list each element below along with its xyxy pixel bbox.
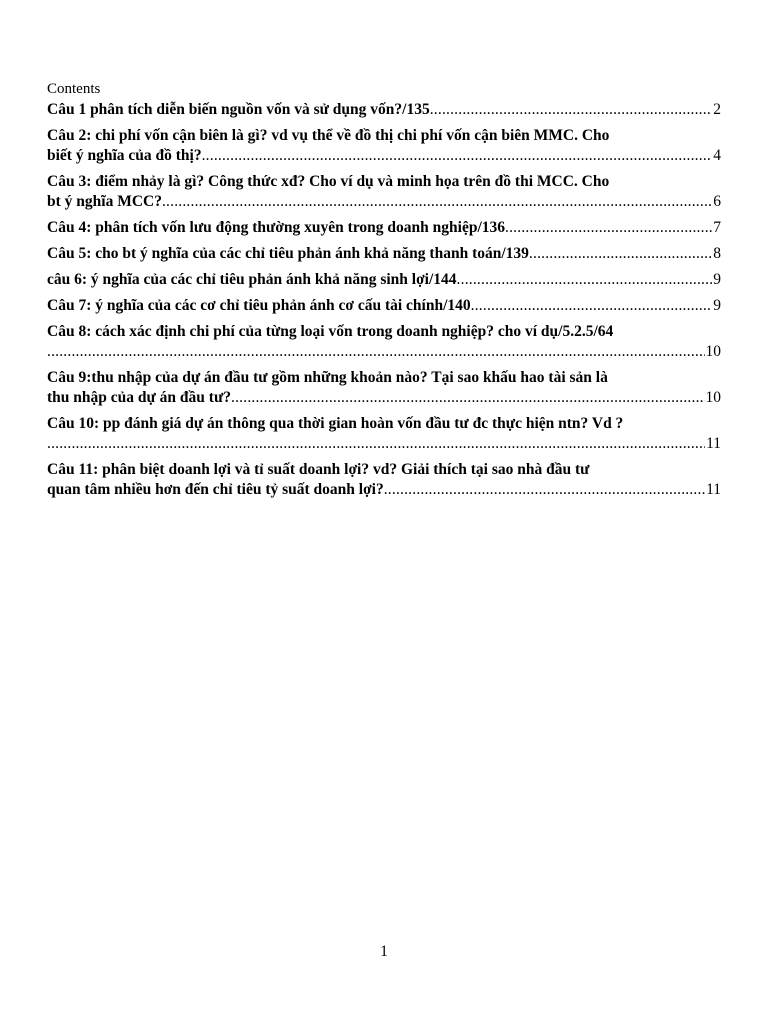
table-of-contents <box>47 80 721 506</box>
dot-leader <box>162 192 712 212</box>
toc-entry-leader-line <box>47 296 721 316</box>
toc-entry-page-number: 8 <box>713 245 721 262</box>
toc-entry[interactable] <box>47 218 721 238</box>
dot-leader <box>505 218 712 238</box>
dot-leader <box>202 146 713 166</box>
toc-entry-page-number: 6 <box>713 193 721 210</box>
toc-entry[interactable] <box>47 368 721 408</box>
dot-leader <box>47 342 705 362</box>
toc-entry-leader-line <box>47 434 721 454</box>
toc-entry[interactable] <box>47 460 721 500</box>
toc-entry-title-line: Câu 3: điểm nhảy là gì? Công thức xđ? Cho ví dụ và minh họa trên đồ thi MCC. Cho <box>47 173 610 190</box>
toc-entry[interactable] <box>47 270 721 290</box>
toc-heading: Contents <box>47 81 101 97</box>
toc-entry-page-number: 4 <box>713 147 721 164</box>
toc-entry-title: Câu 5: cho bt ý nghĩa của các chỉ tiêu phản ánh khả năng thanh toán/139 <box>47 245 529 262</box>
page-number: 1 <box>380 943 388 960</box>
toc-entry-title-line: Câu 8: cách xác định chi phí của từng loại vốn trong doanh nghiệp? cho ví dụ/5.2.5/64 <box>47 323 614 340</box>
toc-entry-page-number: 7 <box>713 219 721 236</box>
toc-entry-leader-line <box>47 244 721 264</box>
toc-entry-leader-line <box>47 218 721 238</box>
toc-entry-page-number: 11 <box>706 435 721 452</box>
toc-entry-leader-line <box>47 342 721 362</box>
toc-entry-title: câu 6: ý nghĩa của các chỉ tiêu phản ánh khả năng sinh lợi/144 <box>47 271 457 288</box>
toc-entry-page-number: 2 <box>713 101 721 118</box>
toc-entry-title: bt ý nghĩa MCC? <box>47 193 162 210</box>
toc-entry-leader-line <box>47 270 721 290</box>
toc-entry-title: Câu 4: phân tích vốn lưu động thường xuyên trong doanh nghiệp/136 <box>47 219 506 236</box>
toc-entry-list <box>47 100 721 500</box>
toc-entry-leader-line <box>47 192 721 212</box>
toc-entry-page-number: 9 <box>713 271 721 288</box>
toc-entry-title-line: Câu 10: pp đánh giá dự án thông qua thời gian hoàn vốn đầu tư đc thực hiện ntn? Vd ? <box>47 415 624 432</box>
toc-entry[interactable] <box>47 126 721 166</box>
toc-entry[interactable] <box>47 414 721 454</box>
toc-entry[interactable] <box>47 322 721 362</box>
toc-entry-title: Câu 1 phân tích diễn biến nguồn vốn và sử dụng vốn?/135 <box>47 101 430 118</box>
toc-entry-title-line: Câu 11: phân biệt doanh lợi và tỉ suất doanh lợi? vd? Giải thích tại sao nhà đầu tư <box>47 461 590 478</box>
dot-leader <box>430 100 713 120</box>
toc-entry-title: Câu 7: ý nghĩa của các cơ chỉ tiêu phản ánh cơ cấu tài chính/140 <box>47 297 471 314</box>
toc-entry-title: biết ý nghĩa của đồ thị? <box>47 147 202 164</box>
dot-leader <box>471 296 713 316</box>
toc-entry[interactable] <box>47 172 721 212</box>
toc-entry-title-line: Câu 9:thu nhập của dự án đầu tư gồm những khoản nào? Tại sao khấu hao tài sản là <box>47 369 608 386</box>
toc-entry-page-number: 10 <box>705 343 721 360</box>
toc-entry-title: thu nhập của dự án đầu tư? <box>47 389 232 406</box>
toc-entry-title: quan tâm nhiều hơn đến chỉ tiêu tỷ suất doanh lợi? <box>47 481 384 498</box>
toc-entry[interactable] <box>47 296 721 316</box>
toc-entry-leader-line <box>47 100 721 120</box>
toc-entry-title-line: Câu 2: chi phí vốn cận biên là gì? vd vụ thể về đồ thị chi phí vốn cận biên MMC. Cho <box>47 127 610 144</box>
dot-leader <box>529 244 712 264</box>
toc-entry-leader-line <box>47 388 721 408</box>
toc-entry-page-number: 11 <box>706 481 721 498</box>
dot-leader <box>457 270 713 290</box>
toc-entry-page-number: 10 <box>705 389 721 406</box>
toc-entry-leader-line <box>47 146 721 166</box>
dot-leader <box>384 480 705 500</box>
toc-entry[interactable] <box>47 100 721 120</box>
toc-entry-leader-line <box>47 480 721 500</box>
toc-entry[interactable] <box>47 244 721 264</box>
dot-leader <box>47 434 705 454</box>
dot-leader <box>231 388 704 408</box>
toc-entry-page-number: 9 <box>713 297 721 314</box>
